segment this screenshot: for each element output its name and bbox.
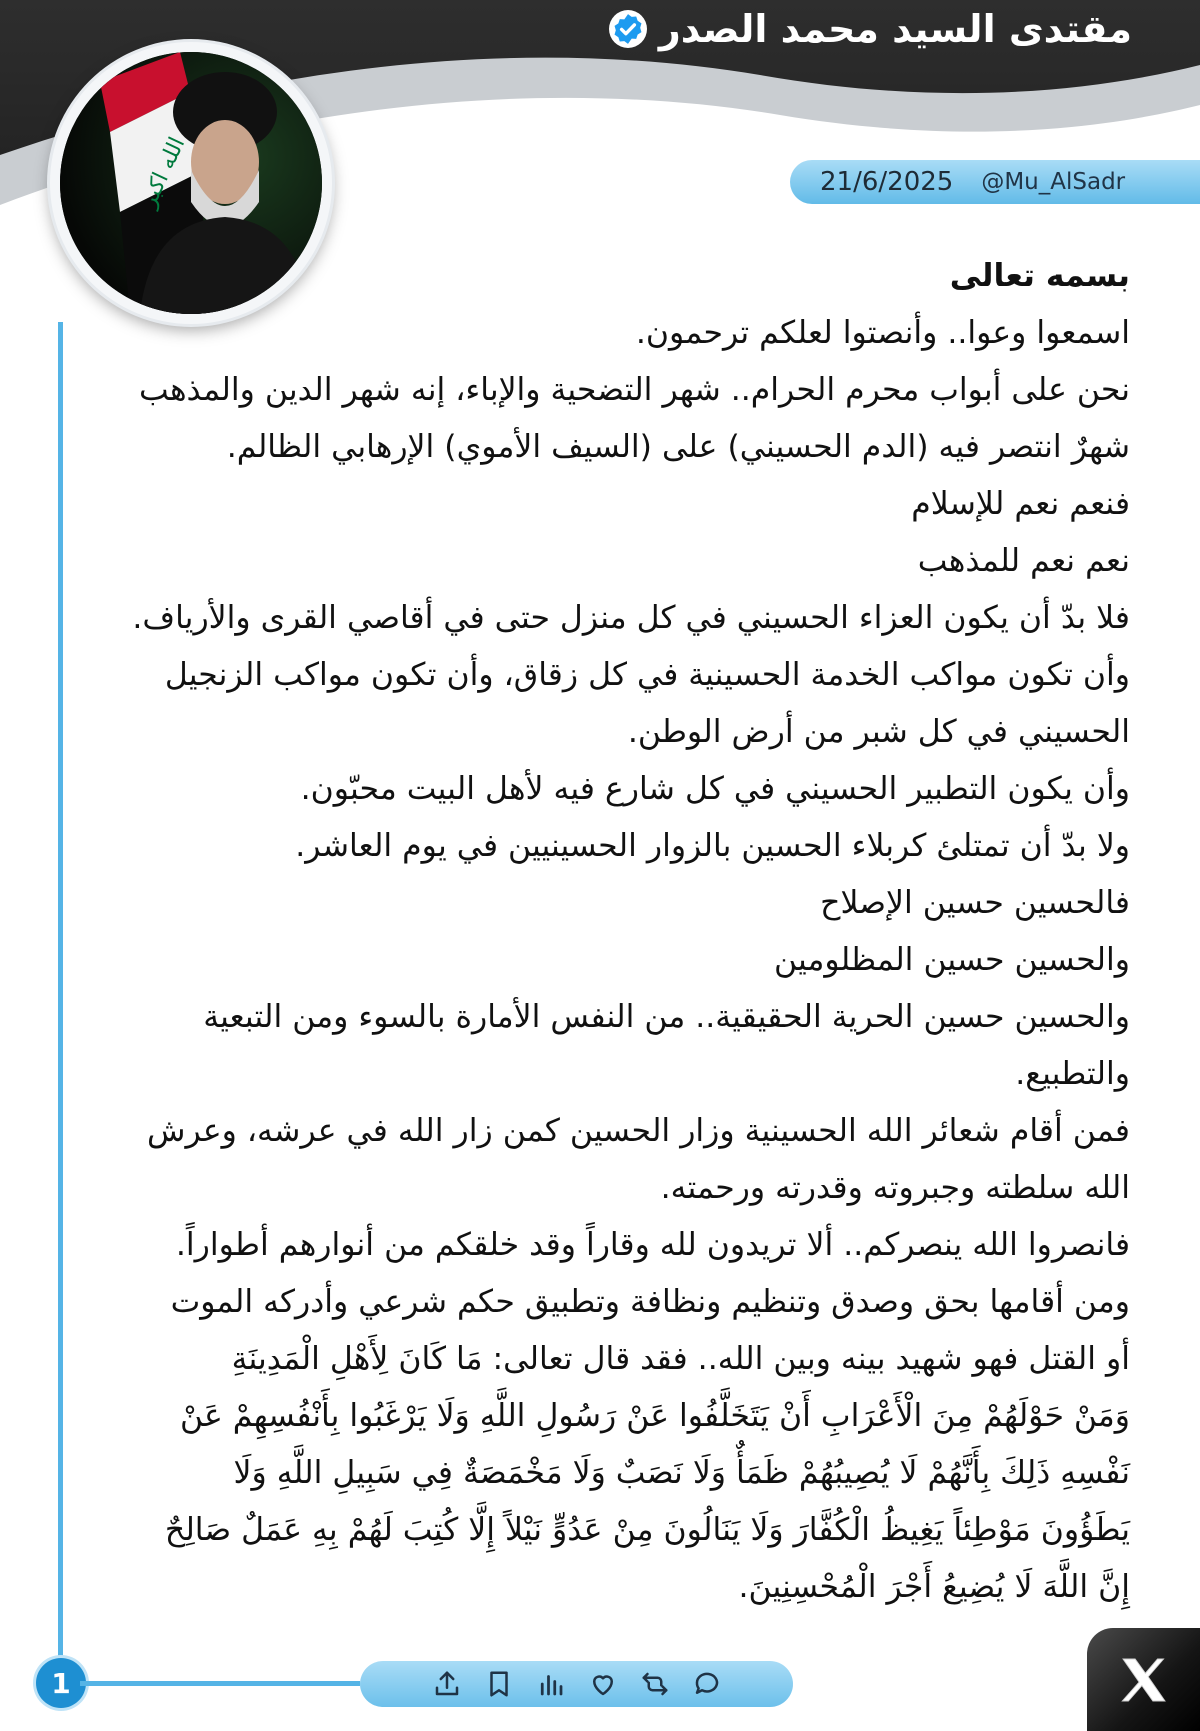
post-line: إِنَّ اللَّهَ لَا يُضِيعُ أَجْرَ الْمُحْسِنِينَ.: [738, 1569, 1130, 1605]
post-heading: بسمه تعالى: [949, 258, 1130, 294]
post-line: الله سلطته وجبروته وقدرته ورحمته.: [660, 1170, 1130, 1206]
verified-check-icon: [609, 10, 647, 48]
thread-line: [58, 322, 63, 1690]
post-date: 21/6/2025: [820, 167, 954, 197]
like-icon[interactable]: [584, 1665, 622, 1703]
account-handle[interactable]: @Mu_AlSadr: [981, 169, 1126, 195]
post-line: اسمعوا وعوا.. وأنصتوا لعلكم ترحمون.: [635, 315, 1130, 351]
account-name-row[interactable]: [609, 4, 1132, 54]
bookmark-icon[interactable]: [480, 1665, 518, 1703]
post-meta-pill: [790, 160, 1200, 204]
post-line: وَمَنْ حَوْلَهُمْ مِنَ الْأَعْرَابِ أَنْ يَتَخَلَّفُوا عَنْ رَسُولِ اللَّهِ وَلَا يَرْغَبُوا بِأَنْفُسِهِمْ عَنْ: [179, 1398, 1130, 1434]
svg-text:الله اكبر: الله اكبر: [136, 133, 191, 212]
reply-icon[interactable]: [688, 1665, 726, 1703]
action-bar: [360, 1661, 793, 1707]
post-line: ومن أقامها بحق وصدق وتنظيم ونظافة وتطبيق حكم شرعي وأدركه الموت: [170, 1284, 1130, 1320]
post-line: وأن يكون التطبير الحسيني في كل شارع فيه لأهل البيت محبّون.: [300, 771, 1130, 807]
post-line: نعم نعم للمذهب: [917, 543, 1130, 579]
share-icon[interactable]: [428, 1665, 466, 1703]
post-line: شهرٌ انتصر فيه (الدم الحسيني) على (السيف الأموي) الإرهابي الظالم.: [226, 429, 1130, 465]
post-line: نحن على أبواب محرم الحرام.. شهر التضحية والإباء، إنه شهر الدين والمذهب: [139, 372, 1130, 408]
post-line: أو القتل فهو شهيد بينه وبين الله.. فقد قال تعالى: مَا كَانَ لِأَهْلِ الْمَدِينَةِ: [231, 1341, 1130, 1377]
post-line: يَطَؤُونَ مَوْطِئاً يَغِيظُ الْكُفَّارَ وَلَا يَنَالُونَ مِنْ عَدُوٍّ نَيْلاً إِلَّا كُتِبَ لَهُمْ بِهِ عَمَلٌ صَالِحٌ: [164, 1512, 1130, 1548]
post-line: ولا بدّ أن تمتلئ كربلاء الحسين بالزوار الحسينيين في يوم العاشر.: [295, 828, 1130, 864]
post-line: والتطبيع.: [1015, 1056, 1130, 1092]
post-line: الحسيني في كل شبر من أرض الوطن.: [627, 714, 1130, 750]
post-line: فالحسين حسين الإصلاح: [820, 885, 1130, 921]
post-line: فمن أقام شعائر الله الحسينية وزار الحسين كمن زار الله في عرشه، وعرش: [147, 1113, 1130, 1149]
x-logo-icon: [1087, 1628, 1200, 1731]
post-line: فانصروا الله ينصركم.. ألا تريدون لله وقاراً وقد خلقكم من أنوارهم أطواراً.: [175, 1227, 1130, 1263]
post-line: وأن تكون مواكب الخدمة الحسينية في كل زقاق، وأن تكون مواكب الزنجيل: [164, 657, 1130, 693]
post-line: والحسين حسين المظلومين: [773, 942, 1130, 978]
footer-line: [80, 1681, 360, 1686]
post-line: والحسين حسين الحرية الحقيقية.. من النفس الأمارة بالسوء ومن التبعية: [203, 999, 1130, 1035]
views-icon[interactable]: [532, 1665, 570, 1703]
page-number-badge: 1: [36, 1658, 86, 1708]
post-line: نَفْسِهِ ذَلِكَ بِأَنَّهُمْ لَا يُصِيبُهُمْ ظَمَأٌ وَلَا نَصَبٌ وَلَا مَخْمَصَةٌ فِي سَبِيلِ اللَّهِ وَلَا: [233, 1455, 1130, 1491]
post-body: [95, 248, 1130, 1616]
repost-icon[interactable]: [636, 1665, 674, 1703]
post-line: فلا بدّ أن يكون العزاء الحسيني في كل منزل حتى في أقاصي القرى والأرياف.: [132, 600, 1130, 636]
post-line: فنعم نعم للإسلام: [911, 486, 1130, 522]
account-name[interactable]: مقتدى السيد محمد الصدر: [658, 7, 1132, 51]
